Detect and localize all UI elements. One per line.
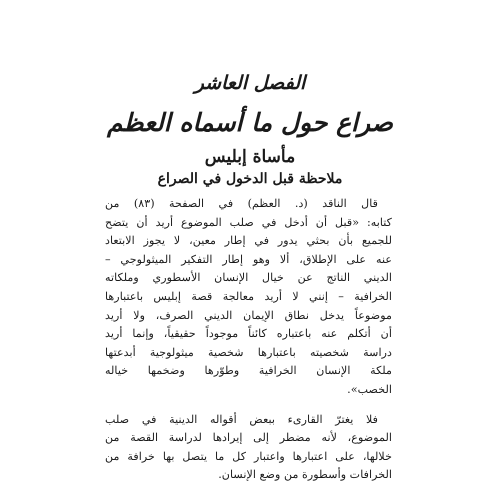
text-line: دراسة شخصيته باعتبارها شخصية ميثولوجية أبدعتها	[105, 345, 392, 359]
text-line: الخرافات وأسطورة من وضع الإنسان.	[218, 468, 392, 482]
text-line: الموضوع، لأنه مضطر إلى إيرادها لدراسة القصة من	[105, 431, 392, 445]
text-line: فلا يغترّ القارىء ببعض أقواله الدينية في صلب	[105, 412, 378, 426]
body-text	[105, 195, 392, 485]
text-line: قال الناقد (د. العظم) في الصفحة (٨٣) من	[105, 197, 378, 210]
section-heading: ملاحظة قبل الدخول في الصراع	[157, 171, 343, 187]
text-line: خلالها، على اعتبارها واعتبار كل ما يتصل بها خرافة من	[105, 449, 392, 463]
page-subtitle: مأساة إبليس	[204, 147, 296, 167]
text-line: الخرافية – إنني لا أريد معالجة قصة إبليس باعتبارها	[105, 289, 392, 303]
text-line: الخصب».	[347, 382, 392, 396]
text-line: الديني الناتج عن خيال الإنسان الأسطوري وملكاته	[105, 271, 392, 285]
text-line: كتابه: «قبل أن أدخل في صلب الموضوع أريد أن يتضح	[105, 215, 392, 229]
page-title: صراع حول ما أسماه العظم	[106, 108, 394, 137]
text-line: للجميع بأن بحثي يدور في إطار معين، لا يجوز الابتعاد	[105, 234, 392, 248]
chapter-heading: الفصل العاشر	[194, 72, 306, 94]
paragraph-gap	[105, 400, 392, 411]
text-line: ملكة الإنسان الخرافية وطوّرها وضخمها خياله	[105, 364, 392, 378]
text-line: أن أتكلم عنه باعتباره كائناً موجوداً حقيقياً، وإنما أريد	[105, 327, 392, 341]
text-line: عنه على الإطلاق، ألا وهو إطار التفكير الميثولوجي –	[105, 252, 392, 266]
text-line: موضوعاً يدخل نطاق الإيمان الديني الصرف، ولا أريد	[105, 308, 392, 322]
